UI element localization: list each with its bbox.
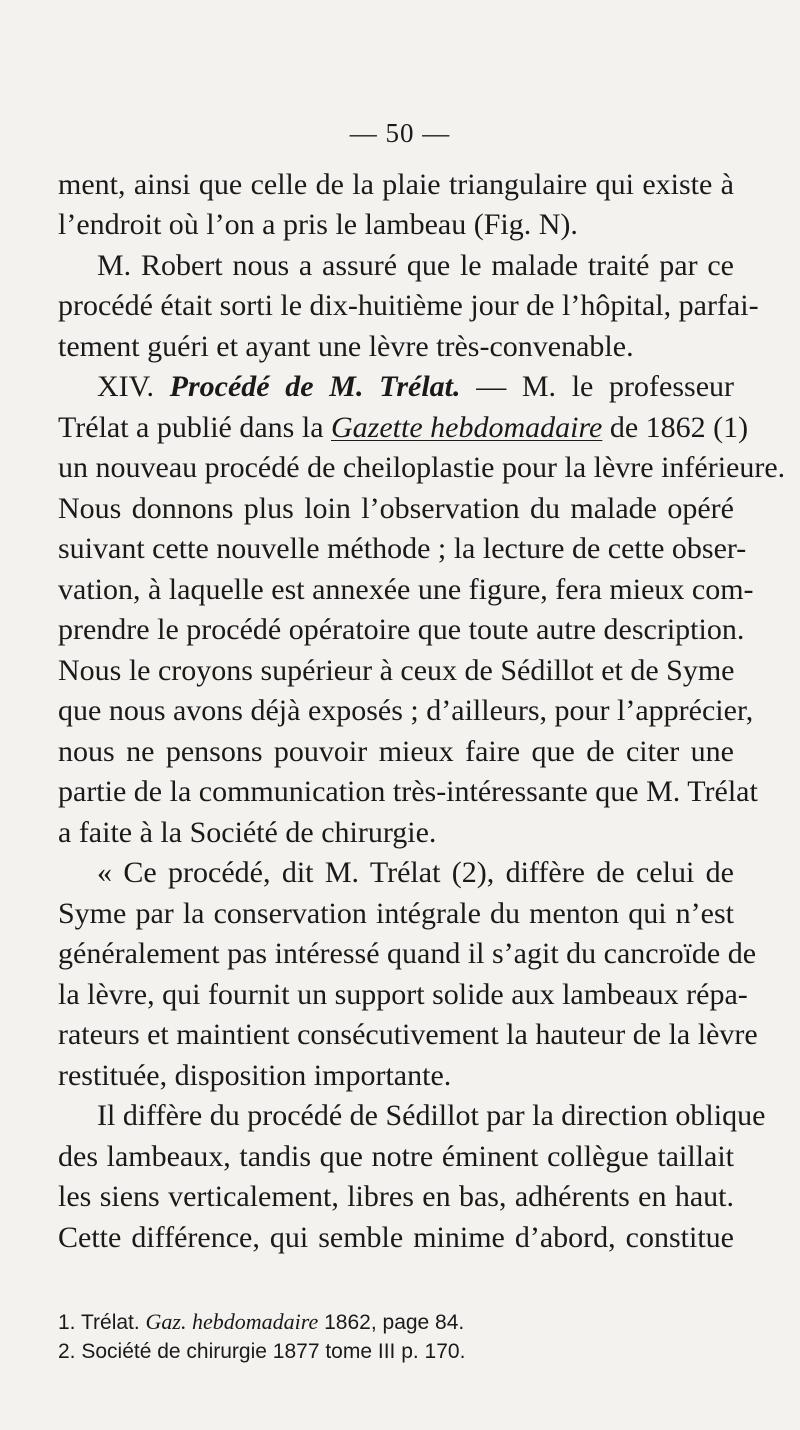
- quote-line: les siens verticalement, libres en bas, adhérents en haut.: [58, 1180, 734, 1213]
- body-line: Nous le croyons supérieur à ceux de Sédillot et de Syme: [58, 654, 735, 687]
- body-line: nous ne pensons pouvoir mieux faire que de citer une: [58, 735, 734, 768]
- quote-line: Syme par la conservation intégrale du menton qui n’est: [58, 897, 734, 930]
- body-line: un nouveau procédé de cheiloplastie pour la lèvre inférieure.: [58, 451, 786, 484]
- quote-line: Cette différence, qui semble minime d’abord, constitue: [58, 1221, 734, 1254]
- quote-line: Il diffère du procédé de Sédillot par la direction oblique: [97, 1099, 766, 1132]
- quote-line: « Ce procédé, dit M. Trélat (2), diffère de celui de: [97, 856, 734, 889]
- footnote-text: 1. Trélat.: [58, 1311, 140, 1334]
- body-line: partie de la communication très-intéressante que M. Trélat: [58, 775, 758, 808]
- body-line: tement guéri et ayant une lèvre très-convenable.: [58, 330, 634, 363]
- quote-line: des lambeaux, tandis que notre éminent collègue taillait: [58, 1140, 734, 1173]
- quote-line: rateurs et maintient consécutivement la hauteur de la lèvre: [58, 1018, 758, 1051]
- section-title: Procédé de M. Trélat.: [169, 370, 461, 403]
- body-line: l’endroit où l’on a pris le lambeau (Fig. N).: [58, 208, 578, 241]
- body-text: Trélat a publié dans la: [58, 411, 324, 444]
- quote-line: la lèvre, qui fournit un support solide aux lambeaux répa-: [58, 978, 748, 1011]
- section-lead: — M. le professeur: [476, 370, 735, 403]
- section-heading-line: [97, 367, 734, 407]
- quote-line: généralement pas intéressé quand il s’agit du cancroïde de: [58, 937, 757, 970]
- section-number: XIV.: [97, 370, 154, 403]
- body-line: [58, 408, 749, 448]
- page-number: — 50 —: [349, 118, 451, 148]
- body-line: Nous donnons plus loin l’observation du malade opéré: [58, 492, 734, 525]
- body-line: procédé était sorti le dix-huitième jour de l’hôpital, parfai-: [58, 289, 759, 322]
- body-line: a faite à la Société de chirurgie.: [58, 816, 437, 849]
- footnote-journal: Gaz. hebdomadaire: [145, 1309, 319, 1334]
- body-line: que nous avons déjà exposés ; d’ailleurs, pour l’apprécier,: [58, 694, 754, 727]
- footnote: [58, 1337, 758, 1367]
- journal-title: Gazette hebdomadaire: [331, 411, 603, 444]
- body-line: prendre le procédé opératoire que toute autre description.: [58, 613, 745, 646]
- footnote-text: 2. Société de chirurgie 1877 tome III p. 170.: [58, 1340, 466, 1363]
- body-line: M. Robert nous a assuré que le malade traité par ce: [97, 249, 734, 282]
- footnote: [58, 1307, 758, 1338]
- footnote-text: 1862, page 84.: [324, 1311, 465, 1334]
- body-line: suivant cette nouvelle méthode ; la lecture de cette obser-: [58, 532, 747, 565]
- body-line: vation, à laquelle est annexée une figure, fera mieux com-: [58, 573, 754, 606]
- body-line: ment, ainsi que celle de la plaie triangulaire qui existe à: [58, 168, 734, 201]
- quote-line: restituée, disposition importante.: [58, 1059, 452, 1092]
- body-text: de 1862 (1): [609, 411, 749, 444]
